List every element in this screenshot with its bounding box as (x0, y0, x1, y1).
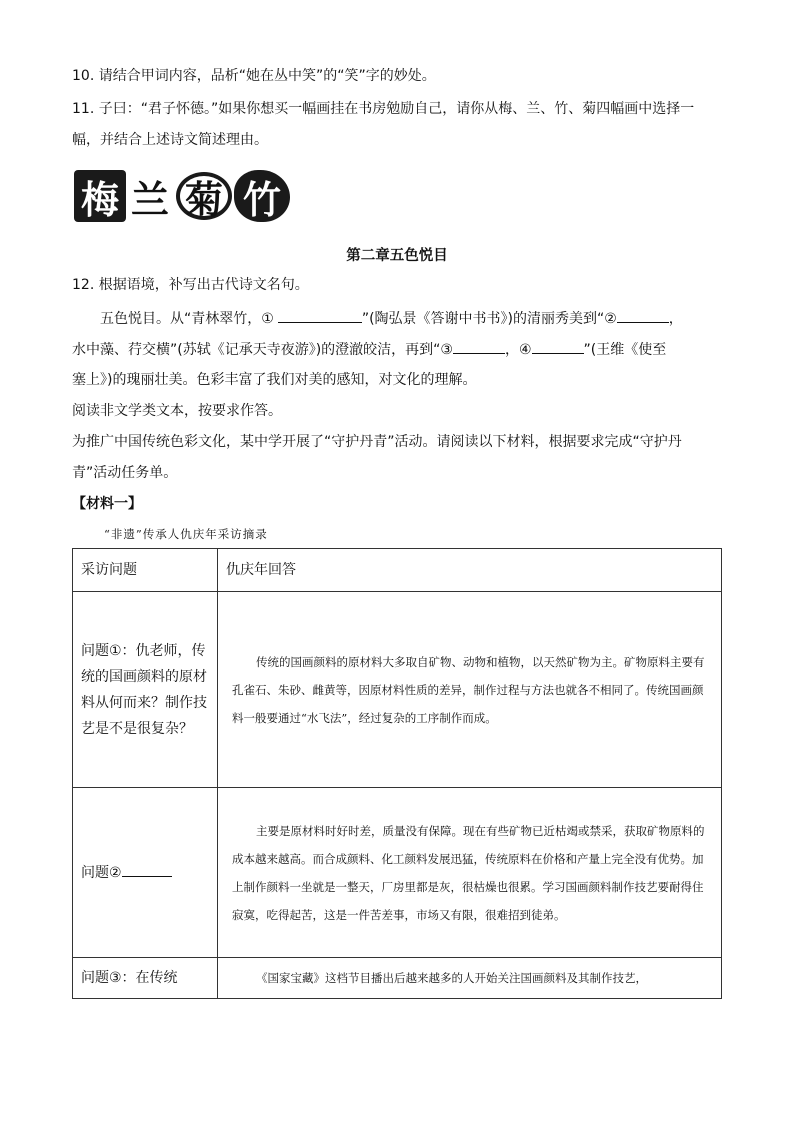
material-label: 【材料一】 (72, 496, 142, 512)
question-10: 10. 请结合甲词内容，品析“她在丛中笑”的“笑”字的妙处。 (72, 68, 436, 84)
table-caption: “非遗”传承人仇庆年采访摘录 (104, 527, 268, 541)
answer-cell: 《国家宝藏》这档节目播出后越来越多的人开始关注国画颜料及其制作技艺， (218, 958, 722, 999)
question-11-line2: 幅，并结合上述诗文简述理由。 (72, 132, 268, 148)
question-cell: 问题② (73, 788, 218, 958)
chapter-title: 第二章五色悦目 (346, 248, 448, 264)
header-question: 采访问题 (73, 549, 218, 592)
calligraphy-bamboo: 竹 (234, 170, 290, 222)
reading-instruction: 阅读非文学类文本，按要求作答。 (72, 403, 282, 419)
interview-table (72, 548, 722, 999)
answer-blank-question2[interactable] (122, 862, 172, 877)
table-row (73, 788, 722, 958)
calligraphy-chrysanthemum: 菊 (174, 170, 234, 222)
activity-intro-line1: 为推广中国传统色彩文化，某中学开展了“守护丹青”活动。请阅读以下材料，根据要求完成“守护丹 (72, 434, 682, 450)
answer-cell: 传统的国画颜料的原材料大多取自矿物、动物和植物，以天然矿物为主。矿物原料主要有孔雀石、朱砂、雌黄等，因原材料性质的差异，制作过程与方法也就各不相同了。传统国画颜料一般要通过“水飞法”，经过复杂的工序制作而成。 (218, 592, 722, 788)
answer-blank-3[interactable] (453, 339, 505, 354)
question-cell: 问题①：仇老师，传统的国画颜料的原材料从何而来？制作技艺是不是很复杂？ (73, 592, 218, 788)
calligraphy-orchid: 兰 (130, 176, 169, 222)
answer-cell: 主要是原材料时好时差，质量没有保障。现在有些矿物已近枯竭或禁采，获取矿物原料的成本越来越高。而合成颜料、化工颜料发展迅猛，传统原料在价格和产量上完全没有优势。加上制作颜料一坐就是一整天，厂房里都是灰，很枯燥也很累。学习国画颜料制作技艺要耐得住寂寞，吃得起苦，这是一件苦差事，市场又有限，很难招到徒弟。 (218, 788, 722, 958)
table-row (73, 592, 722, 788)
question-11-line1: 11. 子曰：“君子怀德。”如果你想买一幅画挂在书房勉励自己，请你从梅、兰、竹、菊四幅画中选择一 (72, 101, 695, 117)
question-cell: 问题③：在传统 (73, 958, 218, 999)
calligraphy-image (74, 170, 290, 222)
header-answer: 仇庆年回答 (218, 549, 722, 592)
answer-blank-4[interactable] (532, 339, 584, 354)
question-12: 12. 根据语境，补写出古代诗文名句。 (72, 277, 309, 293)
calligraphy-plum: 梅 (74, 170, 126, 222)
activity-intro-line2: 青”活动任务单。 (72, 465, 178, 481)
answer-blank-1[interactable] (278, 308, 362, 323)
q12-paragraph-line1: 五色悦目。从“青林翠竹，① ”(陶弘景《答谢中书书》)的清丽秀美到“② ， (100, 308, 683, 329)
answer-blank-2[interactable] (617, 308, 669, 323)
table-row (73, 958, 722, 999)
q12-paragraph-line3: 塞上》)的瑰丽壮美。色彩丰富了我们对美的感知，对文化的理解。 (72, 372, 477, 388)
table-header-row (73, 549, 722, 592)
q12-paragraph-line2: 水中藻、荇交横”(苏轼《记承天寺夜游》)的澄澈皎洁，再到“③ ，④ ”(王维《使至 (72, 339, 666, 360)
